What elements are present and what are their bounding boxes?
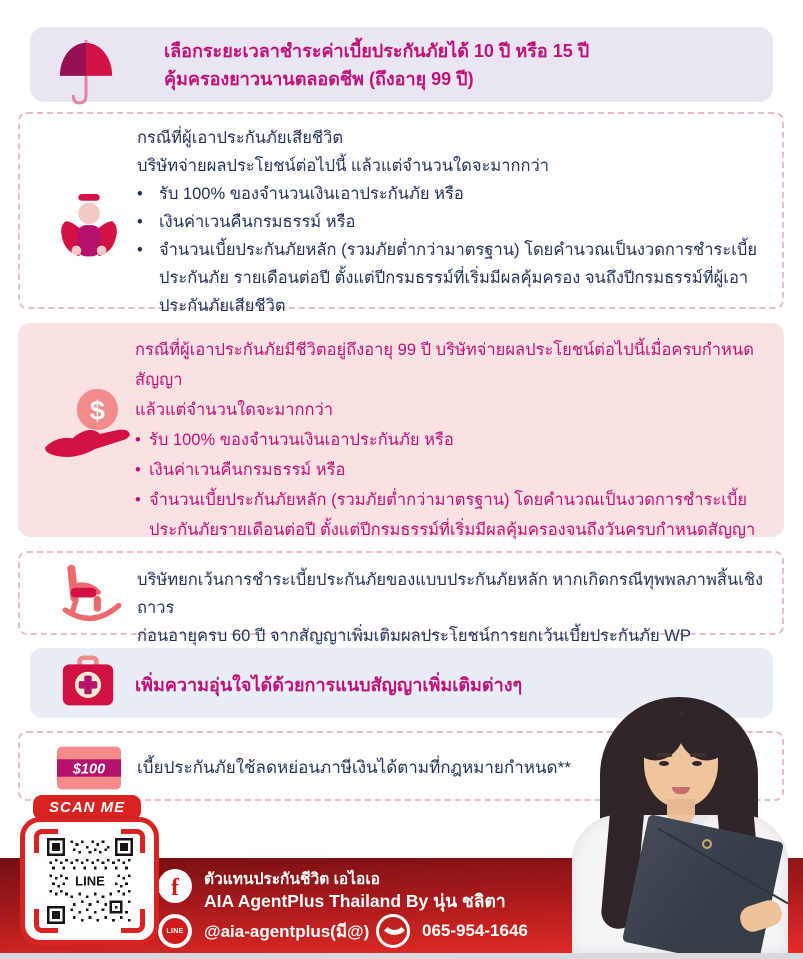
facebook-line-2: AIA AgentPlus Thailand By นุ่น ชลิตา — [204, 891, 506, 911]
premium-term-line-1: เลือกระยะเวลาชำระค่าเบี้ยประกันภัยได้ 10 ปี หรือ 15 ปี — [164, 40, 590, 61]
line-icon: LINE — [158, 914, 192, 948]
qr-line-label: LINE — [74, 873, 105, 889]
scan-me-button[interactable]: SCAN ME — [33, 795, 141, 820]
bullet-dot: • — [137, 213, 143, 231]
maturity-intro-1: กรณีที่ผู้เอาประกันภัยมีชีวิตอยู่ถึงอายุ 99 ปี บริษัทจ่ายผลประโยชน์ต่อไปนี้เมื่อครบกำหนดสัญญา — [135, 341, 754, 389]
rocking-chair-icon — [60, 560, 124, 633]
tax-line: เบี้ยประกันภัยใช้ลดหย่อนภาษีเงินได้ตามที่กฎหมายกำหนด** — [137, 758, 571, 777]
facebook-line-1: ตัวแทนประกันชีวิต เอไอเอ — [204, 871, 380, 888]
qr-bracket-icon — [34, 909, 58, 933]
umbrella-icon — [55, 35, 117, 110]
qr-bracket-icon — [121, 909, 145, 933]
section-waiver-premium — [18, 551, 784, 645]
dollar-glyph: $ — [89, 395, 105, 426]
death-intro-1: กรณีที่ผู้เอาประกันภัยเสียชีวิต — [137, 129, 344, 147]
phone-number: 065-954-1646 — [422, 921, 528, 940]
bullet-dot: • — [137, 241, 143, 259]
maturity-bullet-3: • จำนวนเบี้ยประกันภัยหลัก (รวมภัยต่ำกว่ามาตรฐาน) โดยคำนวณเป็นงวดการชำระเบี้ย ประกันภัยรายเดือนต่อปี ตั้งแต่ปีกรมธรรม์ที่เริ่มมีผลคุ้มครองจนถึงวันครบกำหนดสัญญา — [135, 485, 776, 545]
bullet-dot: • — [135, 431, 141, 449]
line-contact[interactable] — [158, 914, 369, 948]
hand-coin-icon — [40, 381, 144, 486]
section-premium-term — [30, 27, 773, 102]
death-bullet-2: • เงินค่าเวนคืนกรมธรรม์ หรือ — [137, 208, 772, 236]
banknote-label: $100 — [72, 761, 106, 778]
facebook-contact[interactable] — [158, 869, 506, 912]
qr-pattern — [47, 838, 133, 924]
deceased-person-icon — [57, 192, 121, 275]
bullet-dot: • — [135, 461, 141, 479]
maturity-intro-2: แล้วแต่จำนวนใดจะมากกว่า — [135, 401, 334, 419]
waiver-line-1: บริษัทยกเว้นการชำระเบี้ยประกันภัยของแบบประกันภัยหลัก หากเกิดกรณีทุพพลภาพสิ้นเชิงถาวร — [137, 571, 764, 617]
waiver-line-2: ก่อนอายุครบ 60 ปี จากสัญญาเพิ่มเติมผลประโยชน์การยกเว้นเบี้ยประกันภัย WP — [137, 627, 691, 645]
bottom-edge — [0, 953, 803, 959]
aia-logo-icon — [702, 839, 712, 849]
qr-bracket-icon — [34, 829, 58, 853]
first-aid-kit-icon — [60, 655, 116, 716]
death-intro-2: บริษัทจ่ายผลประโยชน์ต่อไปนี้ แล้วแต่จำนวนใดจะมากกว่า — [137, 157, 550, 175]
death-bullet-1: • รับ 100% ของจำนวนเงินเอาประกันภัย หรือ — [137, 180, 772, 208]
phone-icon — [376, 914, 410, 948]
premium-term-line-2: คุ้มครองยาวนานตลอดชีพ (ถึงอายุ 99 ปี) — [164, 68, 474, 89]
bullet-dot: • — [135, 491, 141, 509]
section-maturity-benefit — [18, 323, 784, 537]
death-bullet-3: • จำนวนเบี้ยประกันภัยหลัก (รวมภัยต่ำกว่ามาตรฐาน) โดยคำนวณเป็นงวดการชำระเบี้ยประกันภัย รายเดือนต่อปี ตั้งแต่ปีกรมธรรม์ที่เริ่มมีผลคุ้มครอง จนถึงปีกรมธรรม์ที่ผู้เอาประกันภัยเสียชีวิต — [137, 236, 772, 320]
riders-line: เพิ่มความอุ่นใจได้ด้วยการแนบสัญญาเพิ่มเติมต่างๆ — [135, 675, 523, 695]
maturity-bullet-2: • เงินค่าเวนคืนกรมธรรม์ หรือ — [135, 455, 776, 485]
agent-photo — [552, 697, 803, 953]
qr-bracket-icon — [121, 829, 145, 853]
line-qr-code[interactable] — [20, 817, 159, 945]
line-id: @aia-agentplus(มี@) — [204, 921, 370, 941]
banknote-icon — [56, 745, 122, 796]
bullet-dot: • — [137, 185, 143, 203]
maturity-bullet-1: • รับ 100% ของจำนวนเงินเอาประกันภัย หรือ — [135, 425, 776, 455]
section-death-benefit — [18, 112, 784, 315]
phone-contact[interactable] — [376, 914, 528, 948]
facebook-icon: f — [158, 869, 192, 903]
